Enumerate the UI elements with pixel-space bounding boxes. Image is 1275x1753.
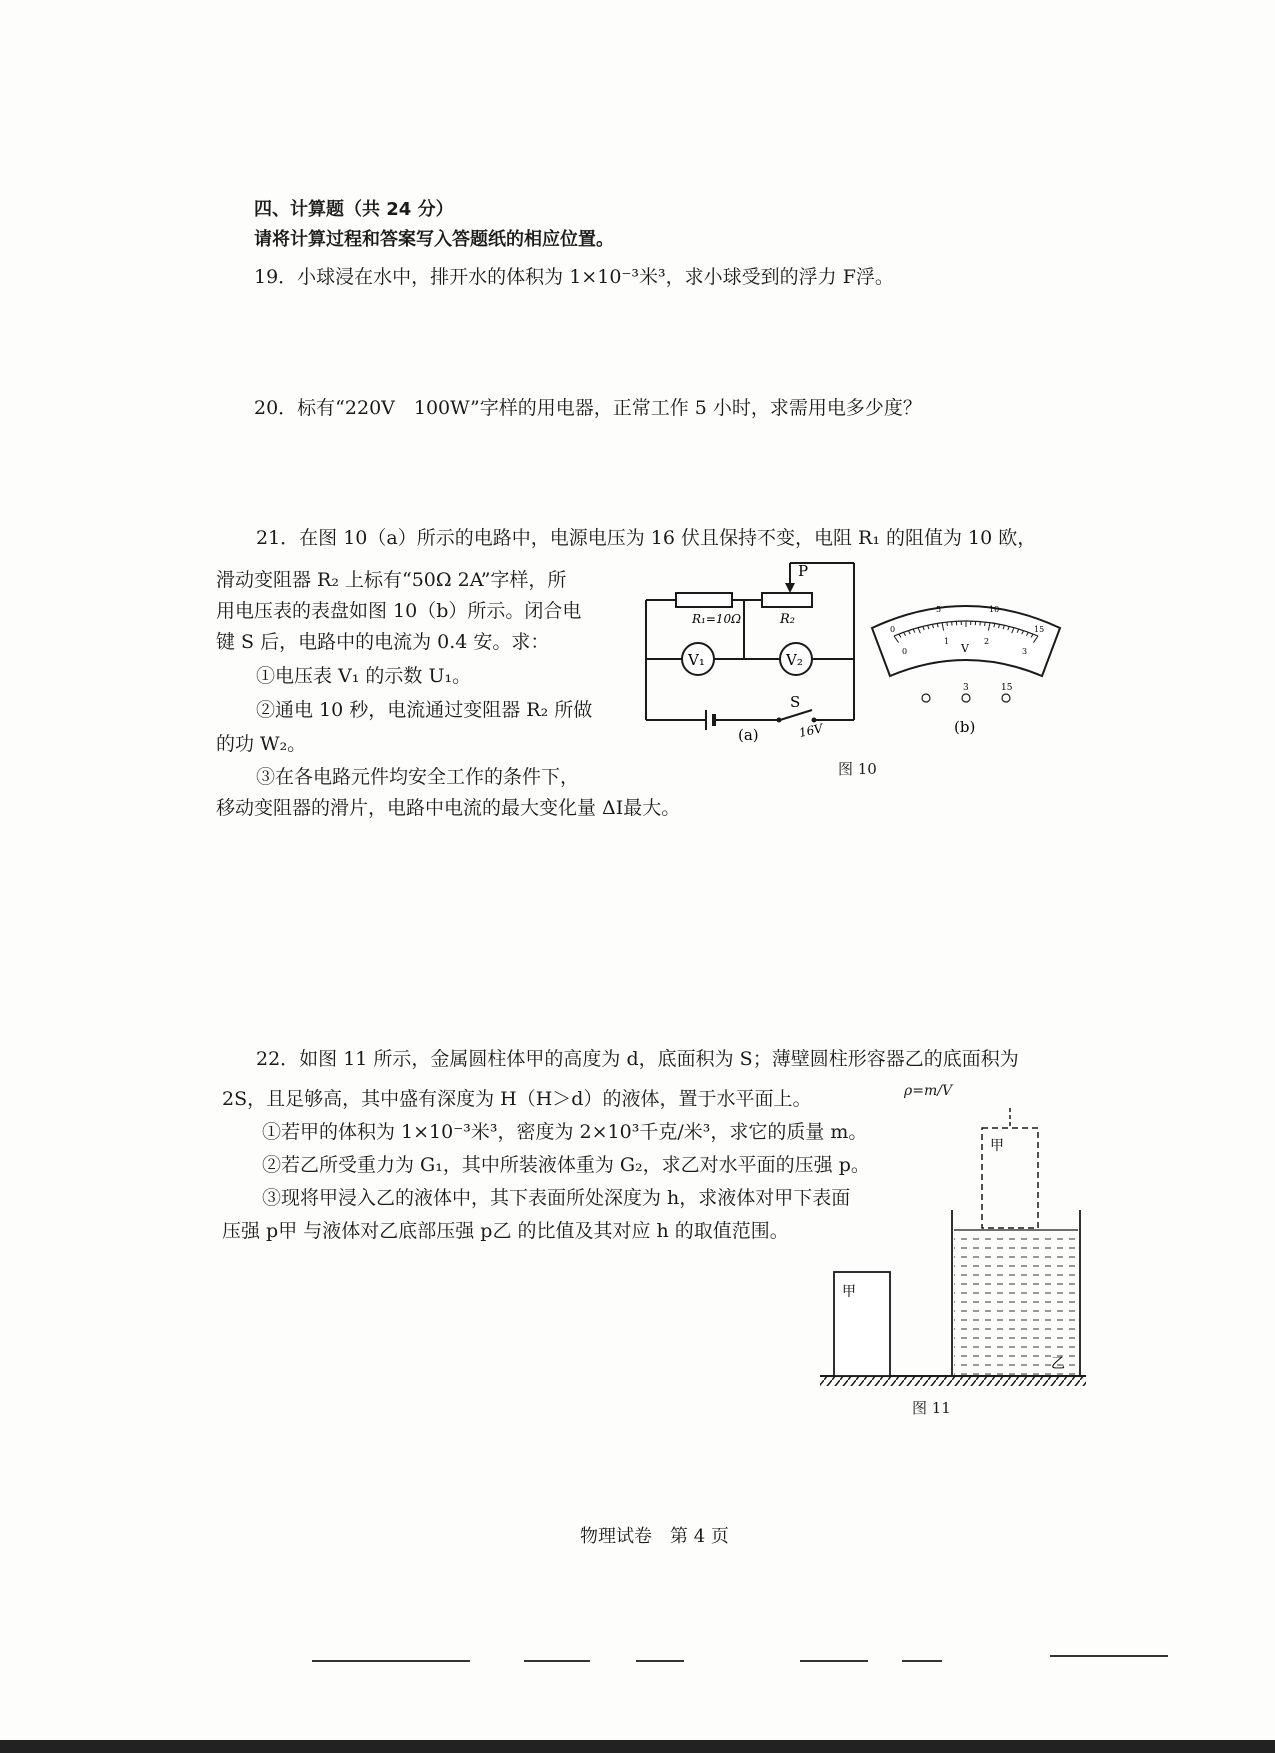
question-21-line-6: ②通电 10 秒，电流通过变阻器 R₂ 所做: [256, 699, 593, 721]
question-21-line-2: 滑动变阻器 R₂ 上标有“50Ω 2A”字样，所: [216, 569, 567, 591]
scan-line: [312, 1660, 470, 1662]
question-21-line-4: 键 S 后，电路中的电流为 0.4 安。求：: [216, 631, 550, 653]
label-v2: V₂: [786, 651, 803, 669]
scan-line: [636, 1660, 684, 1662]
section-instruction: 请将计算过程和答案写入答题纸的相应位置。: [254, 229, 614, 250]
label-r2: R₂: [780, 612, 795, 627]
question-22-line-3: ①若甲的体积为 1×10⁻³米³，密度为 2×10³千克/米³，求它的质量 m。: [262, 1121, 868, 1143]
question-21-line-1: 21．在图 10（a）所示的电路中，电源电压为 16 伏且保持不变，电阻 R₁ 的阻值为 10 欧，: [256, 527, 1037, 549]
figure-11-caption: 图 11: [912, 1399, 951, 1417]
switch-s: [780, 710, 812, 720]
liquid: [954, 1230, 1078, 1376]
dial-top-tick-5: 5: [936, 605, 942, 614]
scan-line: [902, 1660, 942, 1662]
r1-resistor: [676, 593, 732, 607]
dial-bottom-tick-1: 1: [944, 637, 950, 646]
dial-bottom-tick-3: 3: [1022, 647, 1028, 656]
handwritten-density-formula: ρ=m/V: [904, 1083, 953, 1099]
terminal-label-3: 3: [963, 683, 969, 693]
dial-unit: V: [961, 642, 969, 655]
question-22-line-1: 22．如图 11 所示，金属圆柱体甲的高度为 d，底面积为 S；薄壁圆柱形容器乙的底面积为: [256, 1048, 1019, 1070]
figure-10-caption: 图 10: [838, 760, 877, 778]
question-19: 19．小球浸在水中，排开水的体积为 1×10⁻³米³，求小球受到的浮力 F浮。: [254, 266, 894, 288]
question-22-line-6: 压强 p甲 与液体对乙底部压强 p乙 的比值及其对应 h 的取值范围。: [222, 1220, 789, 1242]
dial-tick: [947, 622, 948, 626]
figure-11-diagram: [816, 1100, 1096, 1390]
question-22-line-4: ②若乙所受重力为 G₁，其中所装液体重为 G₂，求乙对水平面的压强 p。: [262, 1154, 870, 1176]
label-jia-dashed: 甲: [990, 1138, 1004, 1154]
label-v1: V₁: [688, 651, 705, 669]
question-21-line-7: 的功 W₂。: [216, 733, 307, 755]
question-21-line-8: ③在各电路元件均安全工作的条件下，: [256, 766, 580, 788]
terminal-15: [1002, 694, 1010, 702]
dial-top-tick-10: 10: [989, 605, 1000, 614]
dial-top-tick-15: 15: [1034, 625, 1045, 634]
dial-top-tick-0: 0: [890, 625, 896, 634]
question-21-line-9: 移动变阻器的滑片，电路中电流的最大变化量 ΔI最大。: [216, 797, 681, 819]
question-22-line-5: ③现将甲浸入乙的液体中，其下表面所处深度为 h，求液体对甲下表面: [262, 1187, 851, 1209]
scan-line: [800, 1660, 868, 1662]
question-22-line-2: 2S，且足够高，其中盛有深度为 H（H＞d）的液体，置于水平面上。: [222, 1088, 812, 1110]
dial-bottom-tick-0: 0: [902, 647, 908, 656]
terminal-neg: [922, 694, 930, 702]
ground-hatch: [820, 1377, 1086, 1386]
terminal-label-15: 15: [1001, 683, 1013, 693]
scan-line: [1050, 1655, 1168, 1657]
section-title: 四、计算题（共 24 分）: [254, 199, 454, 220]
question-21-line-3: 用电压表的表盘如图 10（b）所示。闭合电: [216, 600, 582, 622]
label-p: P: [798, 562, 809, 580]
label-sub-a: (a): [738, 726, 759, 744]
scan-bottom-edge: [0, 1740, 1275, 1753]
label-yi: 乙: [1051, 1356, 1065, 1372]
r2-rheostat: [762, 593, 812, 607]
scan-line: [524, 1660, 590, 1662]
handwritten-16v: 16V: [797, 721, 825, 740]
question-20: 20．标有“220V 100W”字样的用电器，正常工作 5 小时，求需用电多少度？: [254, 397, 922, 419]
figure-10-voltmeter-dial: [866, 590, 1066, 740]
dial-bottom-tick-2: 2: [984, 637, 990, 646]
page-footer: 物理试卷 第 4 页: [580, 1526, 729, 1547]
dial-face: [872, 606, 1060, 676]
label-sub-b: (b): [954, 718, 976, 736]
dial-tick: [985, 622, 986, 626]
label-r1: R₁=10Ω: [692, 612, 742, 626]
label-s: S: [790, 693, 801, 711]
label-jia: 甲: [842, 1284, 856, 1300]
question-21-line-5: ①电压表 V₁ 的示数 U₁。: [256, 665, 472, 687]
terminal-3: [962, 694, 970, 702]
figure-10-circuit: [640, 555, 870, 745]
